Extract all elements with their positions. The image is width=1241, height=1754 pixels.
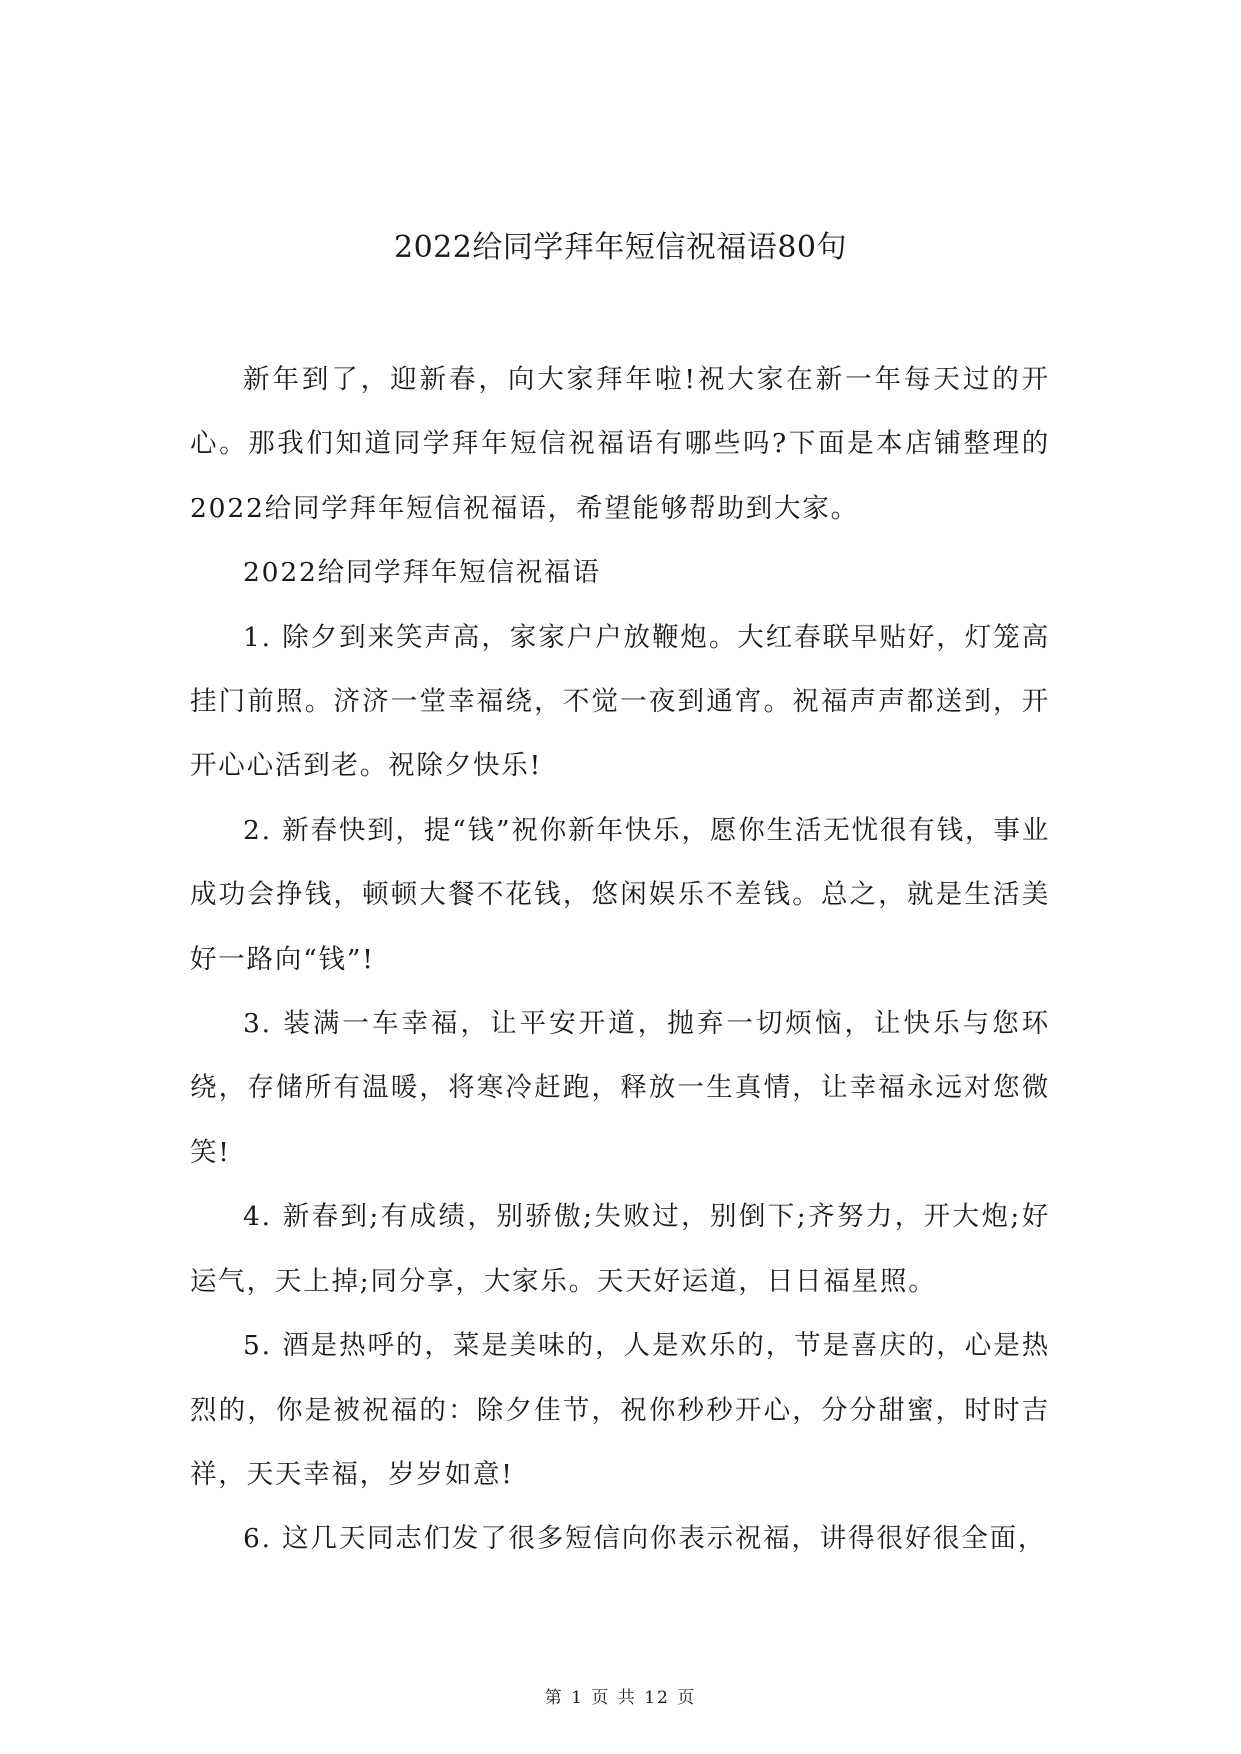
page-title: 2022给同学拜年短信祝福语80句	[393, 230, 848, 265]
document-body	[190, 348, 1050, 1572]
intro-paragraph: 新年到了，迎新春，向大家拜年啦!祝大家在新一年每天过的开心。那我们知道同学拜年短信祝福语有哪些吗?下面是本店铺整理的2022给同学拜年短信祝福语，希望能够帮助到大家。	[190, 364, 1050, 524]
page-footer: 第 1 页 共 12 页	[544, 1688, 697, 1708]
greeting-item-6: 6. 这几天同志们发了很多短信向你表示祝福，讲得很好很全面，	[243, 1523, 1047, 1555]
greeting-item-5: 5. 酒是热呼的，菜是美味的，人是欢乐的，节是喜庆的，心是热烈的，你是被祝福的：除夕佳节，祝你秒秒开心，分分甜蜜，时时吉祥，天天幸福，岁岁如意!	[190, 1330, 1050, 1490]
section-heading: 2022给同学拜年短信祝福语	[243, 557, 601, 589]
greeting-item-3: 3. 装满一车幸福，让平安开道，抛弃一切烦恼，让快乐与您环绕，存储所有温暖，将寒冷赶跑，释放一生真情，让幸福永远对您微笑!	[190, 1008, 1050, 1168]
greeting-item-2: 2. 新春快到，提“钱”祝你新年快乐，愿你生活无忧很有钱，事业成功会挣钱，顿顿大餐不花钱，悠闲娱乐不差钱。总之，就是生活美好一路向“钱”!	[190, 814, 1050, 975]
greeting-item-4: 4. 新春到;有成绩，别骄傲;失败过，别倒下;齐努力，开大炮;好运气，天上掉;同分享，大家乐。天天好运道，日日福星照。	[190, 1201, 1050, 1297]
greeting-item-1: 1. 除夕到来笑声高，家家户户放鞭炮。大红春联早贴好，灯笼高挂门前照。济济一堂幸福绕，不觉一夜到通宵。祝福声声都送到，开开心心活到老。祝除夕快乐!	[190, 621, 1050, 782]
